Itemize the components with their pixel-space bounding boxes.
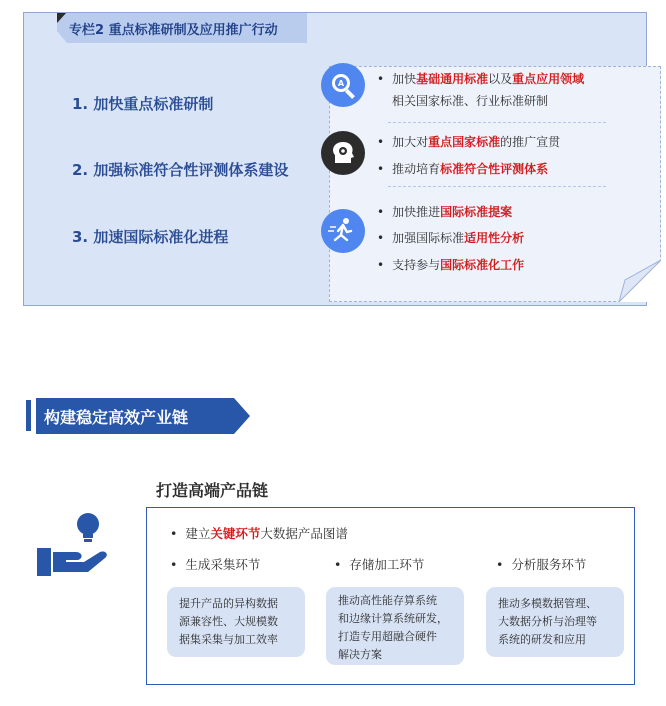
- detail-bullet-line: [377, 160, 548, 177]
- main-bullet: • 建立关键环节大数据产品图谱: [170, 526, 348, 541]
- card-line: 源兼容性、大规模数: [179, 615, 278, 628]
- hand-lightbulb-icon: [36, 510, 114, 580]
- bullet-dot: •: [377, 231, 385, 245]
- runner-icon: [321, 209, 365, 253]
- card-line: 打造专用超融合硬件: [338, 630, 437, 643]
- action-item-1: 1. 加快重点标准研制: [72, 95, 214, 113]
- detail-text: 加快: [392, 72, 417, 86]
- bullet-dot: •: [377, 258, 385, 272]
- section-accent-bar: [26, 400, 31, 431]
- magnifier-icon: [321, 63, 365, 107]
- section-header: [36, 398, 252, 434]
- stage-card-1: [167, 587, 305, 657]
- highlight-text: 适用性分析: [464, 231, 525, 245]
- section-title: 构建稳定高效产业链: [44, 408, 189, 427]
- stage-label-text: 生成采集环节: [185, 557, 261, 572]
- card-line: 大数据分析与治理等: [498, 615, 597, 628]
- head-gear-icon: [321, 131, 365, 175]
- card-line: 推动高性能存算系统: [338, 594, 437, 607]
- divider: [388, 122, 606, 123]
- card-line: 推动多模数据管理、: [498, 597, 597, 610]
- bullet-dot: •: [377, 135, 385, 149]
- detail-bullet-line: [377, 133, 560, 150]
- panel-tab: [57, 13, 307, 43]
- detail-bullet-line: [377, 203, 512, 220]
- stage-card-2: [326, 587, 464, 665]
- card-line: 解决方案: [338, 648, 382, 661]
- divider: [388, 186, 606, 187]
- action-item-2: 2. 加强标准符合性评测体系建设: [72, 161, 289, 179]
- panel-tab-label: 专栏2 重点标准研制及应用推广行动: [69, 23, 278, 38]
- card-line: 据集采集与加工效率: [179, 633, 278, 646]
- detail-text: 加快推进: [392, 205, 441, 219]
- highlight-text: 国际标准提案: [440, 205, 513, 219]
- detail-text: 支持参与: [392, 258, 441, 272]
- detail-text: 的推广宣贯: [500, 135, 561, 149]
- highlight-text: 基础通用标准: [416, 72, 489, 86]
- detail-text: 加强国际标准: [392, 231, 465, 245]
- main-bullet-suffix: 大数据产品图谱: [260, 526, 348, 541]
- detail-bullet-line: [377, 256, 524, 273]
- card-line: 提升产品的异构数据: [179, 597, 278, 610]
- stage-card-3: [486, 587, 624, 657]
- stage-label-2: • 存储加工环节: [334, 557, 425, 572]
- detail-bullet-line: [392, 92, 548, 109]
- detail-text: 推动培育: [392, 162, 441, 176]
- stage-label-text: 分析服务环节: [511, 557, 587, 572]
- detail-bullet-line: [377, 229, 524, 246]
- detail-text: 相关国家标准、行业标准研制: [392, 94, 549, 108]
- highlight-text: 国际标准化工作: [440, 258, 525, 272]
- highlight-text: 标准符合性评测体系: [440, 162, 549, 176]
- bullet-dot: •: [377, 205, 385, 219]
- svg-text:A: A: [337, 79, 345, 88]
- bullet-dot: •: [377, 162, 385, 176]
- detail-bullet-line: [377, 70, 584, 87]
- stage-label-1: • 生成采集环节: [170, 557, 261, 572]
- card-line: 系统的研发和应用: [498, 633, 586, 646]
- action-item-3: 3. 加速国际标准化进程: [72, 228, 229, 246]
- highlight-text: 重点国家标准: [428, 135, 501, 149]
- stage-label-3: • 分析服务环节: [496, 557, 587, 572]
- product-chain-title: 打造高端产品链: [156, 481, 269, 500]
- stage-label-text: 存储加工环节: [349, 557, 425, 572]
- main-bullet-highlight: 关键环节: [210, 526, 261, 541]
- main-bullet-prefix: 建立: [185, 526, 211, 541]
- detail-text: 以及: [488, 72, 513, 86]
- detail-text: 加大对: [392, 135, 429, 149]
- page-fold-icon: [619, 260, 661, 302]
- card-line: 和边缘计算系统研发，: [338, 612, 448, 625]
- highlight-text: 重点应用领域: [512, 72, 585, 86]
- bullet-dot: •: [377, 72, 385, 86]
